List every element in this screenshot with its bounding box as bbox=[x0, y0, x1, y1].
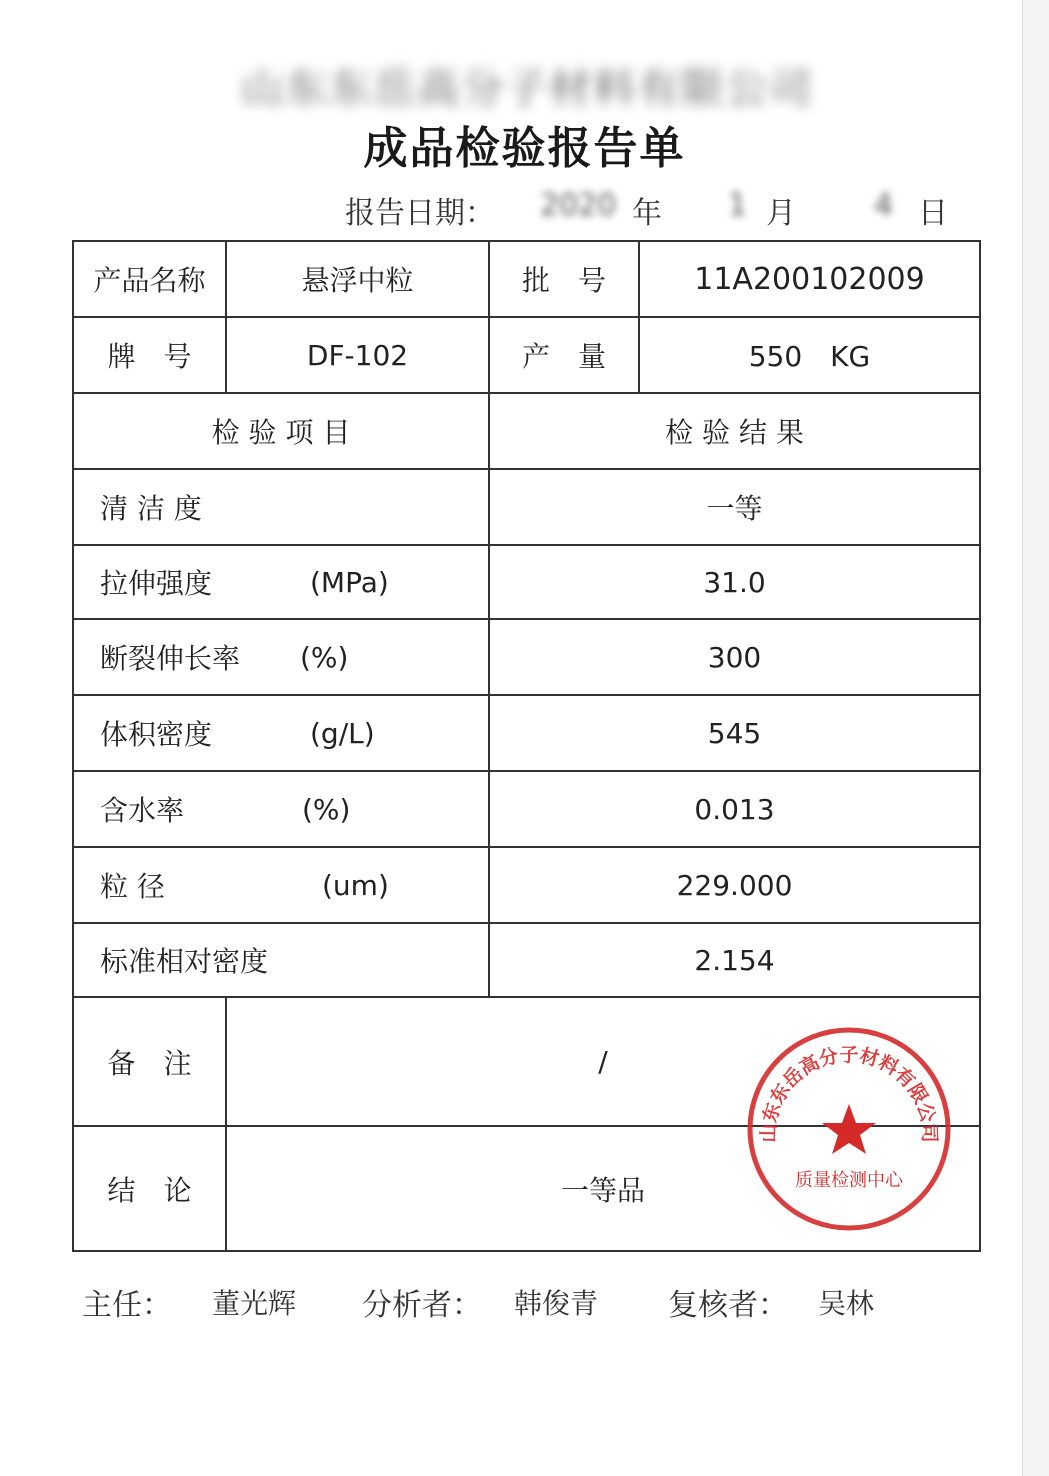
item-value: 2.154 bbox=[694, 943, 775, 977]
company-name: 山东东岳高分子材料有限公司 bbox=[240, 64, 813, 113]
report-title: 成品检验报告单 bbox=[363, 123, 686, 174]
item-value: 545 bbox=[707, 716, 762, 750]
item-value: 31.0 bbox=[703, 565, 766, 599]
seal-ring-text: 山东东岳高分子材料有限公司 bbox=[757, 1044, 941, 1143]
item-unit: (g/L) bbox=[310, 716, 375, 750]
item-unit: (%) bbox=[300, 640, 349, 674]
reviewer-label: 复核者： bbox=[668, 1288, 788, 1323]
product-name-value: 悬浮中粒 bbox=[301, 264, 414, 297]
brand-label: 牌 号 bbox=[107, 340, 192, 373]
item-value: 300 bbox=[707, 640, 762, 674]
item-name: 断裂伸长率 bbox=[100, 642, 241, 675]
remark-value: / bbox=[598, 1045, 608, 1078]
signature-footer bbox=[0, 1280, 1049, 1323]
batch-value: 11A200102009 bbox=[694, 261, 925, 297]
reviewer-name: 吴林 bbox=[818, 1287, 875, 1320]
item-name: 拉伸强度 bbox=[100, 567, 213, 600]
item-value: 229.000 bbox=[676, 868, 793, 902]
output-value: 550 KG bbox=[748, 340, 871, 373]
date-day-unit: 日 bbox=[918, 196, 948, 231]
item-value: 一等 bbox=[706, 492, 763, 525]
date-label: 报告日期： bbox=[345, 196, 495, 231]
batch-label: 批 号 bbox=[521, 264, 606, 297]
output-label: 产 量 bbox=[521, 340, 606, 373]
brand-value: DF-102 bbox=[306, 338, 409, 372]
item-name: 含水率 bbox=[100, 794, 185, 827]
item-value: 0.013 bbox=[694, 792, 775, 826]
item-name: 体积密度 bbox=[100, 718, 213, 751]
remark-label: 备 注 bbox=[107, 1046, 192, 1080]
item-name: 清 洁 度 bbox=[100, 492, 202, 525]
column-header-item: 检 验 项 目 bbox=[211, 416, 351, 449]
date-day: 4 bbox=[874, 188, 894, 223]
report-date bbox=[0, 186, 1049, 230]
product-name-label: 产品名称 bbox=[93, 264, 206, 297]
analyst-name: 韩俊青 bbox=[514, 1287, 599, 1320]
quality-inspection-seal bbox=[746, 1026, 952, 1232]
director-name: 董光辉 bbox=[212, 1287, 297, 1320]
seal-center-text: 质量检测中心 bbox=[795, 1170, 903, 1191]
director-label: 主任： bbox=[82, 1288, 172, 1323]
item-unit: (MPa) bbox=[310, 565, 389, 599]
date-year: 2020 bbox=[540, 188, 617, 223]
analyst-label: 分析者： bbox=[362, 1288, 482, 1323]
item-name: 粒 径 bbox=[100, 870, 165, 903]
date-month-unit: 月 bbox=[766, 196, 796, 231]
date-year-unit: 年 bbox=[632, 196, 662, 231]
date-month: 1 bbox=[728, 188, 748, 223]
conclusion-label: 结 论 bbox=[107, 1173, 192, 1207]
item-unit: (%) bbox=[302, 792, 351, 826]
column-header-result: 检 验 结 果 bbox=[665, 416, 804, 449]
conclusion-value: 一等品 bbox=[560, 1173, 645, 1207]
item-unit: (um) bbox=[322, 868, 389, 902]
item-name: 标准相对密度 bbox=[100, 945, 269, 978]
